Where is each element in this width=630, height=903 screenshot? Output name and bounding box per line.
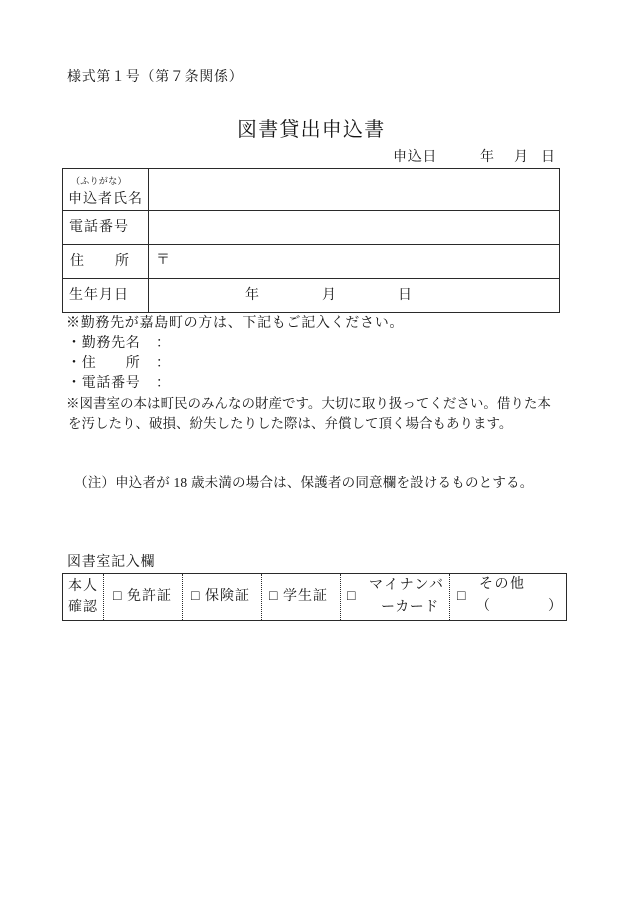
address-field[interactable] — [149, 245, 559, 279]
checkbox-my-number-card[interactable]: □ — [347, 589, 357, 604]
birth-year-label: 年 — [245, 288, 260, 303]
workplace-name-colon: ： — [156, 336, 171, 351]
office-section-label: 図書室記入欄 — [67, 555, 156, 570]
address-row — [63, 244, 559, 279]
date-day-label: 日 — [541, 150, 556, 165]
option-insurance-card — [182, 574, 261, 620]
birthdate-label-cell — [63, 279, 149, 313]
notice-line: ※図書室の本は町民のみんなの財産です。大切に取り扱ってください。借りた本 — [66, 396, 551, 411]
birthdate-row — [63, 278, 559, 313]
phone-label: 電話番号 — [69, 220, 129, 235]
postal-mark: 〒 — [156, 253, 171, 268]
workplace-address-label: ・住 所 — [67, 356, 141, 371]
my-number-card-label: ーカード — [381, 600, 439, 615]
id-check-label: 本人 — [68, 579, 98, 594]
workplace-phone-label: ・電話番号 — [67, 376, 141, 391]
date-month-label: 月 — [514, 150, 529, 165]
other-paren-open: （ — [476, 599, 491, 614]
birthdate-field[interactable] — [149, 279, 559, 313]
option-drivers-license — [103, 574, 182, 620]
applicant-table — [62, 168, 560, 313]
checkbox-student-id[interactable]: □ — [269, 589, 279, 604]
guardian-note: （注）申込者が 18 歳未満の場合は、保護者の同意欄を設けるものとする。 — [74, 475, 534, 490]
student-id-label: 学生証 — [283, 589, 328, 604]
name-label-cell — [63, 169, 149, 211]
id-check-label-cell — [63, 574, 103, 620]
phone-row — [63, 210, 559, 245]
birth-month-label: 月 — [322, 288, 337, 303]
address-label-cell — [63, 245, 149, 279]
drivers-license-label: 免許証 — [127, 589, 172, 604]
birth-day-label: 日 — [398, 288, 413, 303]
date-year-label: 年 — [480, 150, 495, 165]
phone-label-cell — [63, 211, 149, 245]
office-table — [62, 573, 567, 621]
checkbox-insurance-card[interactable]: □ — [191, 589, 201, 604]
checkbox-drivers-license[interactable]: □ — [113, 589, 123, 604]
form-number: 様式第１号（第７条関係） — [67, 70, 244, 85]
notice-line: を汚したり、破損、紛失したりした際は、弁償して頂く場合もあります。 — [68, 416, 513, 431]
workplace-note: ※勤務先が嘉島町の方は、下記もご記入ください。 — [66, 316, 405, 331]
my-number-card-label: マイナンバ — [369, 578, 445, 593]
checkbox-other[interactable]: □ — [457, 589, 467, 604]
workplace-phone-colon: ： — [156, 376, 171, 391]
address-label: 住 所 — [70, 254, 130, 269]
birthdate-label: 生年月日 — [69, 288, 129, 303]
other-paren-close: ） — [548, 599, 563, 614]
option-student-id — [261, 574, 340, 620]
name-label: 申込者氏名 — [68, 192, 143, 207]
other-label: その他 — [479, 577, 526, 592]
workplace-address-colon: ： — [156, 356, 171, 371]
furigana-label: （ふりがな） — [71, 176, 127, 186]
workplace-name-label: ・勤務先名 — [67, 336, 141, 351]
name-row — [63, 169, 559, 211]
application-date-label: 申込日 — [393, 150, 438, 165]
name-field[interactable] — [149, 169, 559, 211]
option-my-number-card — [340, 574, 449, 620]
insurance-card-label: 保険証 — [205, 589, 250, 604]
page-title: 図書貸出申込書 — [237, 119, 386, 141]
phone-field[interactable] — [149, 211, 559, 245]
id-check-label: 確認 — [68, 600, 98, 615]
option-other — [449, 574, 566, 620]
